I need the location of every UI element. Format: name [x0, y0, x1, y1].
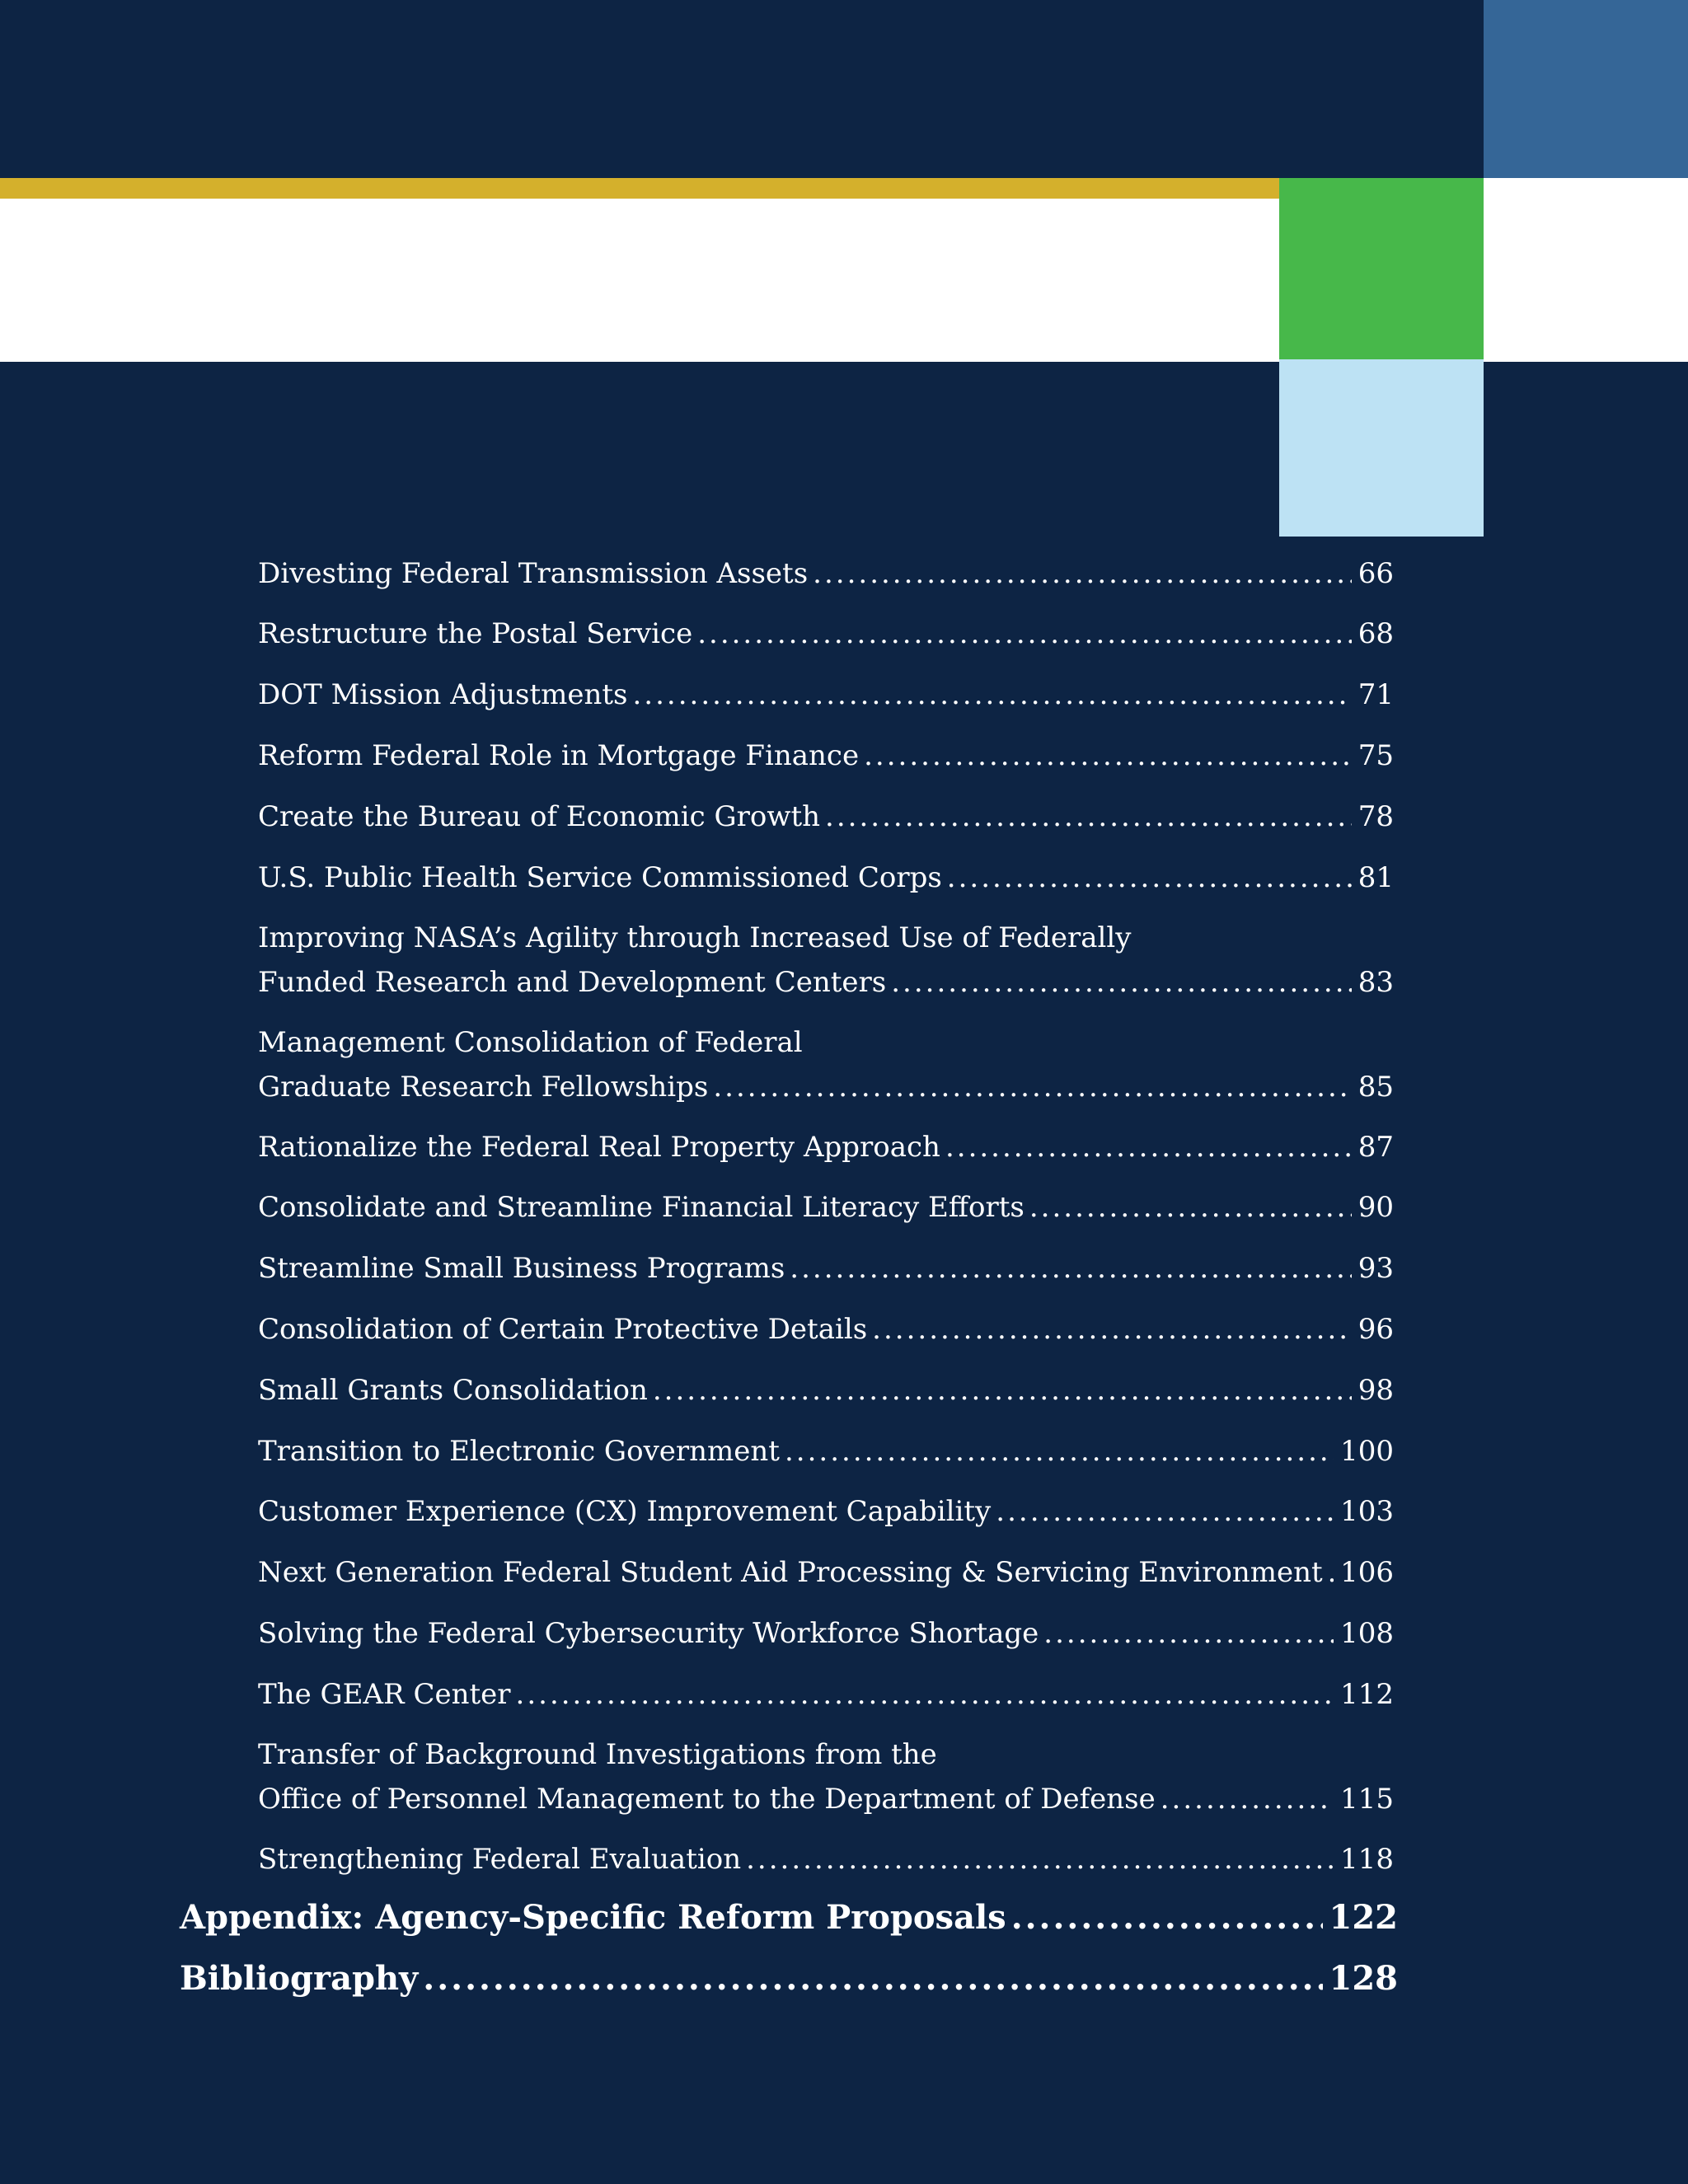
toc-entry-title: Consolidation of Certain Protective Details	[258, 1313, 868, 1346]
toc-entry-title: Graduate Research Fellowships	[258, 1071, 709, 1104]
dot-leader	[1328, 1550, 1334, 1595]
toc-entry[interactable]	[258, 1368, 1394, 1413]
toc-entry-title: Restructure the Postal Service	[258, 617, 693, 650]
toc-entry[interactable]	[258, 733, 1394, 778]
dot-leader	[790, 1246, 1351, 1291]
toc-entry-title: DOT Mission Adjustments	[258, 678, 628, 711]
toc-entry[interactable]	[258, 1837, 1394, 1882]
toc-entry[interactable]	[258, 1246, 1394, 1291]
toc-page-number: 85	[1357, 1071, 1394, 1104]
toc-entry-title: Divesting Federal Transmission Assets	[258, 557, 809, 590]
toc-page-number: 68	[1357, 617, 1394, 650]
toc-entry-title: Customer Experience (CX) Improvement Capability	[258, 1495, 992, 1528]
toc-entry[interactable]	[258, 1185, 1394, 1230]
dot-leader	[1011, 1896, 1323, 1940]
toc-page-number: 75	[1357, 739, 1394, 772]
toc-entry-title: Strengthening Federal Evaluation	[258, 1843, 742, 1876]
dot-leader	[713, 1065, 1351, 1109]
toc-page-number: 93	[1357, 1252, 1394, 1285]
toc-entry-title: Next Generation Federal Student Aid Processing & Servicing Environment	[258, 1556, 1323, 1589]
toc-page-number: 81	[1357, 861, 1394, 894]
toc-page-number: 98	[1357, 1374, 1394, 1407]
toc-page-number: 66	[1357, 557, 1394, 590]
toc-entry[interactable]	[258, 551, 1394, 596]
dot-leader	[996, 1489, 1334, 1534]
dot-leader	[653, 1368, 1352, 1413]
toc-entry-title: Reform Federal Role in Mortgage Finance	[258, 739, 860, 772]
toc-entry[interactable]	[258, 1489, 1394, 1534]
toc-page-number: 71	[1357, 678, 1394, 711]
dot-leader	[825, 794, 1352, 839]
toc-entry-title: Transition to Electronic Government	[258, 1435, 780, 1468]
toc-entry-title: U.S. Public Health Service Commissioned Corps	[258, 861, 942, 894]
toc-page-number: 128	[1329, 1959, 1398, 1998]
dot-leader	[785, 1429, 1334, 1474]
dot-leader	[872, 1307, 1352, 1352]
toc-entry[interactable]	[258, 1672, 1394, 1717]
dot-leader	[947, 855, 1352, 900]
toc-entry[interactable]	[258, 855, 1394, 900]
dot-leader	[516, 1672, 1334, 1717]
dot-leader	[891, 960, 1352, 1005]
toc-entry[interactable]	[258, 794, 1394, 839]
toc-page-number: 96	[1357, 1313, 1394, 1346]
dot-leader	[697, 612, 1352, 656]
toc-entry-title: Rationalize the Federal Real Property Approach	[258, 1131, 940, 1164]
toc-page-number: 115	[1340, 1783, 1394, 1816]
toc-entry[interactable]	[258, 1307, 1394, 1352]
dot-leader	[633, 673, 1352, 717]
dot-leader	[945, 1125, 1352, 1169]
toc-entry[interactable]	[258, 1020, 1394, 1109]
dot-leader	[1160, 1777, 1334, 1821]
toc-entry-title: Office of Personnel Management to the Department of Defense	[258, 1783, 1156, 1816]
toc-page-number: 108	[1340, 1617, 1394, 1650]
toc-page-number: 87	[1357, 1131, 1394, 1164]
toc-page-number: 83	[1357, 966, 1394, 999]
toc-entry-title-line1: Management Consolidation of Federal	[258, 1026, 803, 1059]
toc-page-number: 122	[1329, 1898, 1398, 1937]
toc-entry-title: Solving the Federal Cybersecurity Workforce Shortage	[258, 1617, 1039, 1650]
toc-entry-title-line1: Improving NASA’s Agility through Increased Use of Federally	[258, 921, 1132, 954]
toc-entry[interactable]	[258, 1732, 1394, 1821]
toc-entry-title-line1: Transfer of Background Investigations from the	[258, 1738, 937, 1771]
toc-entry-title: Small Grants Consolidation	[258, 1374, 648, 1407]
toc-entry[interactable]	[258, 1550, 1394, 1595]
dot-leader	[813, 551, 1352, 596]
toc-page-number: 106	[1340, 1556, 1394, 1589]
toc-entry[interactable]	[258, 612, 1394, 656]
dot-leader	[423, 1957, 1322, 2001]
toc-entry-title: Appendix: Agency-Specific Reform Proposals	[180, 1898, 1006, 1937]
dot-leader	[746, 1837, 1334, 1882]
toc-entry-title: Create the Bureau of Economic Growth	[258, 800, 821, 833]
toc-page-number: 100	[1340, 1435, 1394, 1468]
toc-entry[interactable]	[258, 1611, 1394, 1656]
toc-page-number: 103	[1340, 1495, 1394, 1528]
toc-entry[interactable]	[258, 673, 1394, 717]
dot-leader	[1029, 1185, 1352, 1230]
dot-leader	[864, 733, 1352, 778]
toc-entry-title: Bibliography	[180, 1959, 419, 1998]
toc-entry-title: Streamline Small Business Programs	[258, 1252, 785, 1285]
dot-leader	[1043, 1611, 1334, 1656]
toc-page-number: 118	[1340, 1843, 1394, 1876]
toc-entry-title: The GEAR Center	[258, 1678, 511, 1711]
toc-main-entry-bibliography[interactable]	[180, 1957, 1398, 2001]
toc-page-number: 112	[1340, 1678, 1394, 1711]
toc-entry-title: Consolidate and Streamline Financial Literacy Efforts	[258, 1191, 1025, 1224]
toc-page-number: 78	[1357, 800, 1394, 833]
toc-entry[interactable]	[258, 1125, 1394, 1169]
toc-entry[interactable]	[258, 1429, 1394, 1474]
toc-entry[interactable]	[258, 916, 1394, 1005]
toc-main-entry-appendix[interactable]	[180, 1896, 1398, 1940]
toc-entry-title: Funded Research and Development Centers	[258, 966, 887, 999]
toc-page-number: 90	[1357, 1191, 1394, 1224]
